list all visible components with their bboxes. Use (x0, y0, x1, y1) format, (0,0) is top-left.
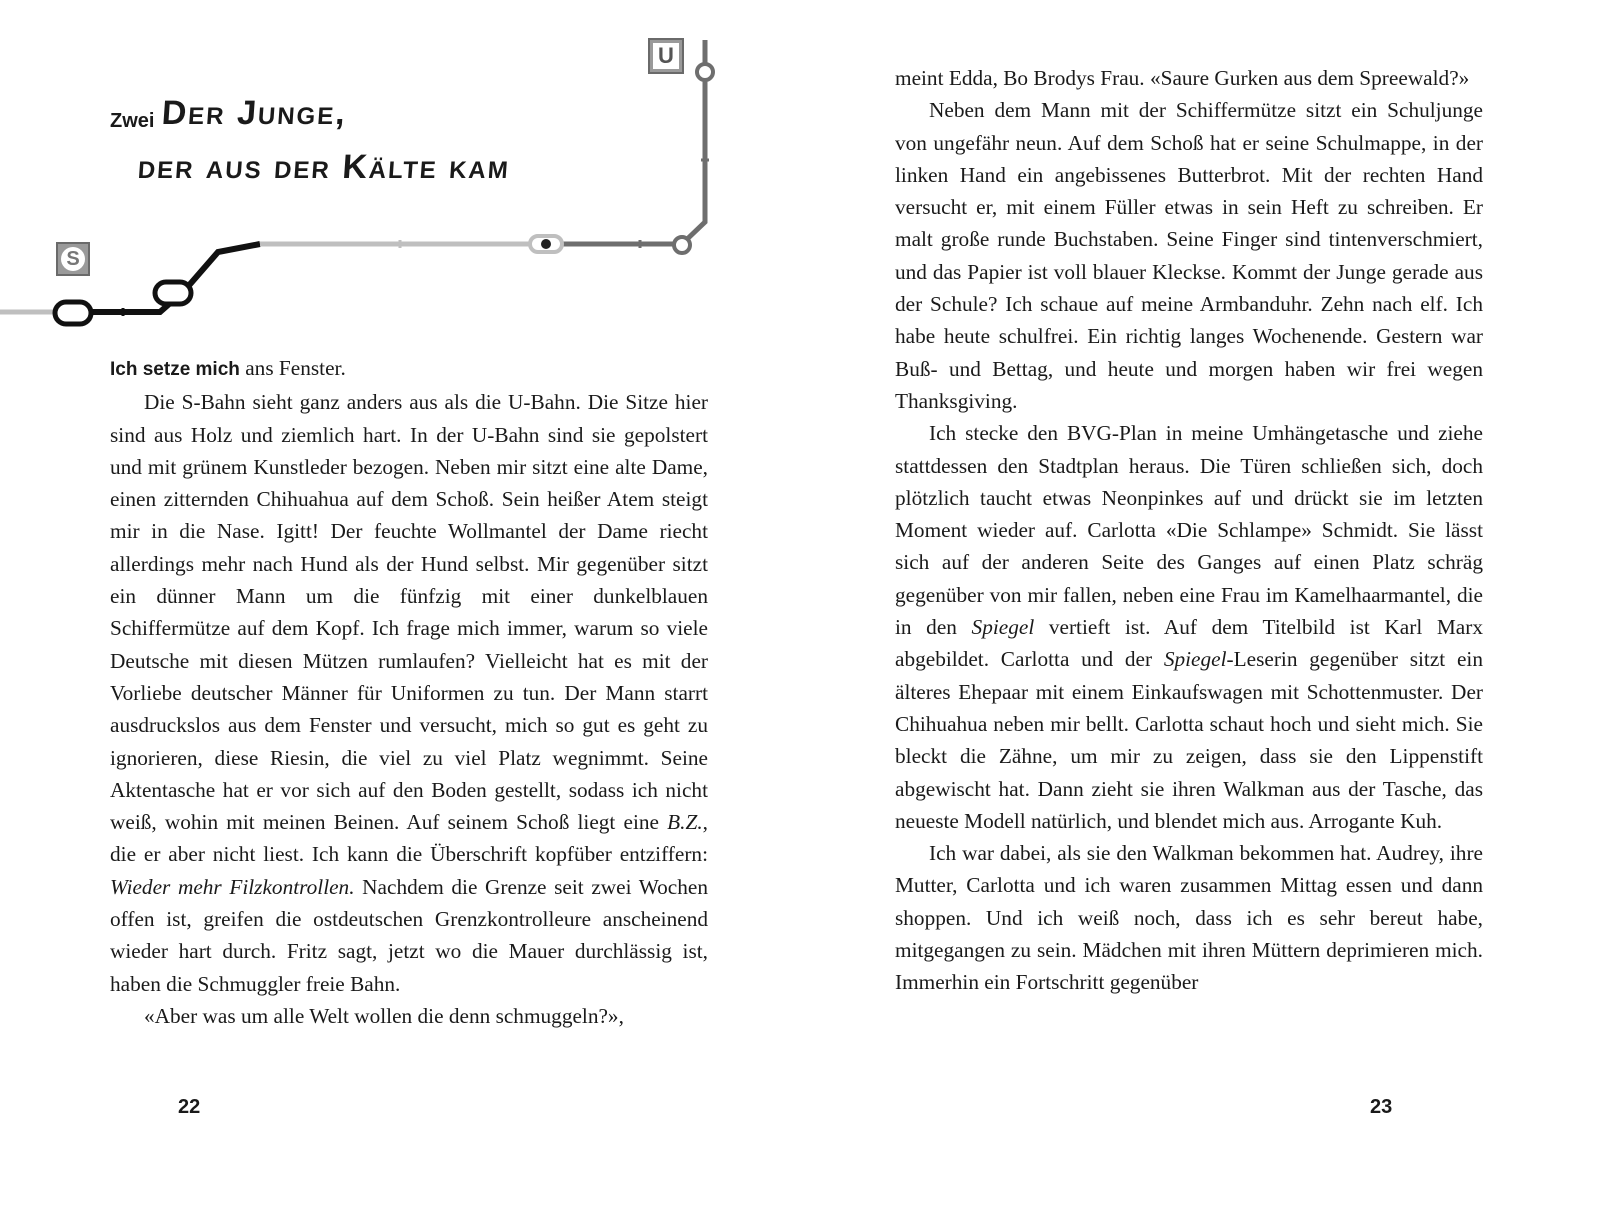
paragraph (895, 94, 1483, 417)
italic-text: Wieder mehr Filzkontrollen. (110, 874, 355, 899)
paragraph-text: Die S-Bahn sieht ganz anders aus als die U-Bahn. Die Sitze hier sind aus Holz und ziemlich hart. In der U-Bahn sind sie gepolstert und mit grünem Kunstleder bezogen. Neben mir sitzt eine alte Dame, einen zitternden Chihuahua auf dem Schoß. Sein heißer Atem steigt mir in die Nase. Igitt! Der feuchte Wollmantel der Dame riecht allerdings mehr nach Hund als der Hund selbst. Mir gegenüber sitzt ein dünner Mann um die fünfzig mit einer dunkelblauen Schiffermütze auf dem Kopf. Ich frage mich immer, warum so viele Deutsche mit diesen Mützen rumlaufen? Vielleicht hat es mit der Vorliebe deutscher Männer für Uniformen zu tun. Der Mann starrt ausdruckslos aus dem Fenster und versucht, mich so gut es geht zu ignorieren, diese Riesin, die viel zu viel Platz wegnimmt. Seine Aktentasche hat er vor sich auf den Boden gestellt, sodass ich nicht weiß, wohin mit meinen Beinen. Auf seinem Schoß liegt eine (110, 390, 708, 835)
page-number-right: 23 (1370, 1096, 1393, 1118)
paragraph-text: , die er aber nicht liest. Ich kann die Überschrift kopfüber entziffern: (110, 810, 708, 867)
chapter-number: Zwei (110, 110, 155, 132)
right-page (800, 0, 1600, 1216)
italic-text: Spiegel (971, 615, 1035, 640)
page-number-left: 22 (178, 1096, 201, 1118)
paragraph (110, 1000, 708, 1032)
italic-text: B.Z. (667, 810, 703, 835)
paragraph-text: ans Fenster. (239, 356, 346, 380)
paragraph (895, 417, 1483, 837)
paragraph-text: -Leserin gegenüber sitzt ein älteres Ehepaar mit einem Einkaufswagen mit Schottenmuster. Der Chihuahua neben mir bellt. Carlotta schaut hoch und sieht mich. Sie bleckt die Zähne, um mir zu zeigen, dass sie den Lippenstift abgewischt hat. Dann zieht sie ihren Walkman aus der Tasche, das neueste Modell natürlich, und blendet mich aus. Arrogante Kuh. (895, 647, 1483, 833)
chapter-title-line1: Der Junge, (160, 94, 349, 132)
s-bahn-icon (56, 242, 90, 276)
italic-text: Spiegel (1163, 647, 1227, 672)
paragraph (895, 62, 1483, 94)
paragraph-text: Neben dem Mann mit der Schiffermütze sitzt ein Schuljunge von ungefähr neun. Auf dem Schoß hat er seine Schulmappe, in der linken Hand ein angebissenes Butterbrot. Mit der rechten Hand versucht er, mit einem Füller etwas in sein Heft zu schreiben. Er malt große runde Buchstaben. Seine Finger sind tintenverschmiert, und das Papier ist voll blauer Kleckse. Kommt der Junge gerade aus der Schule? Ich schaue auf meine Armbanduhr. Zehn nach elf. Ich habe heute schulfrei. Ein richtig langes Wochenende. Gestern war Buß- und Bettag, und heute und morgen haben wir frei wegen Thanksgiving. (895, 98, 1483, 413)
chapter-title (136, 86, 664, 194)
station-grey-top (697, 64, 713, 80)
station-current-dot (541, 239, 551, 249)
u-bahn-icon (648, 38, 684, 74)
right-page-body (895, 62, 1483, 999)
station-grey-corner (674, 237, 690, 253)
paragraph-text: Ich stecke den BVG-Plan in meine Umhängetasche und ziehe stattdessen den Stadtplan heraus. Die Türen schließen sich, doch plötzlich taucht etwas Neonpinkes auf und drückt sie im letzten Moment wieder auf. Carlotta «Die Schlampe» Schmidt. Sie lässt sich auf der anderen Seite des Ganges auf einen Platz schräg gegenüber von mir fallen, neben eine Frau im Kamelhaarmantel, die in den (895, 421, 1483, 640)
chapter-title-line2: der aus der Kälte kam (136, 148, 512, 186)
s-bahn-icon-letter: S (61, 247, 85, 271)
u-bahn-icon-letter: U (653, 43, 679, 69)
paragraph-text: Ich war dabei, als sie den Walkman bekommen hat. Audrey, ihre Mutter, Carlotta und ich waren zusammen Mittag essen und dann shoppen. Und ich weiß noch, dass ich es sehr bereut habe, mitgegangen zu sein. Mädchen mit ihren Müttern deprimieren mich. Immerhin ein Fortschritt gegenüber (895, 841, 1483, 995)
paragraph-text: vertieft ist. Auf dem Titelbild ist Karl Marx abgebildet. Carlotta und der (895, 615, 1483, 672)
paragraph (895, 837, 1483, 998)
paragraph-text: «Aber was um alle Welt wollen die denn schmuggeln?», (144, 1003, 624, 1028)
station-black-mid (155, 282, 191, 304)
lead-in: Ich setze mich (110, 359, 240, 380)
left-page-body (110, 352, 708, 1032)
paragraph (110, 386, 708, 1000)
paragraph-text: Nachdem die Grenze seit zwei Wochen offen ist, greifen die ostdeutschen Grenzkontrolleure anscheinend wieder hart durch. Fritz sagt, jetzt wo die Mauer durchlässig ist, haben die Schmuggler freie Bahn. (110, 874, 708, 996)
station-black-left (55, 302, 91, 324)
paragraph-text: meint Edda, Bo Brodys Frau. «Saure Gurken aus dem Spreewald?» (895, 66, 1470, 90)
paragraph (110, 352, 708, 386)
